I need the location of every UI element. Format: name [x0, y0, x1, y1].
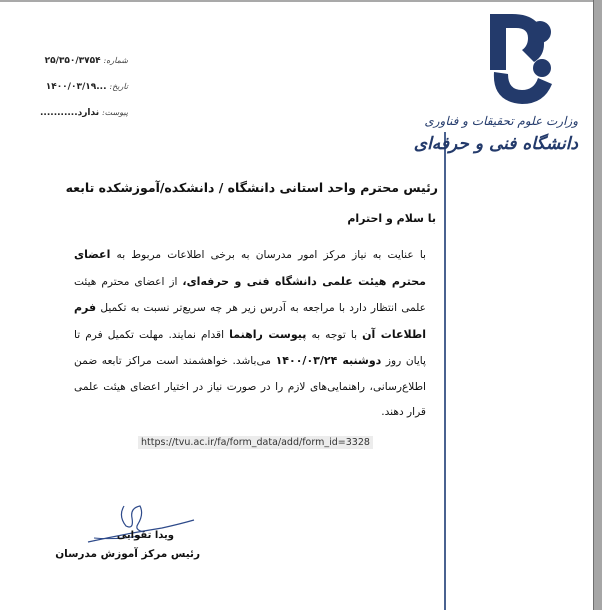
body-bold-text: پیوست راهنما: [229, 327, 307, 341]
university-letterhead: [413, 10, 590, 170]
number-value: ۲۵/۳۵۰/۳۷۵۴: [44, 56, 101, 66]
body-text: از اعضای محترم هیئت علمی انتظار دارد با مراجعه به آدرس زیر هر چه سریع‌تر نسبت به تکمیل: [74, 275, 426, 314]
date-value: ...۱۴۰۰/۰۳/۱۹: [45, 82, 107, 92]
signature-block: [55, 500, 214, 572]
letter-attachment: [18, 100, 128, 126]
letter-meta: [18, 48, 128, 126]
body-text: با توجه به: [311, 328, 358, 341]
body-text: با عنایت به نیاز مرکز امور مدرسان به برخی اطلاعات مربوط به: [116, 249, 426, 261]
university-name: دانشگاه فنی و حرفه‌ای: [413, 134, 578, 154]
form-url-link[interactable]: https://tvu.ac.ir/fa/form_data/add/form_id=3328: [138, 436, 373, 449]
date-label: تاریخ:: [109, 82, 128, 91]
page-top-border: [0, 0, 602, 2]
page-right-edge: [593, 0, 602, 610]
body-bold-text: فرم اطلاعات آن: [74, 301, 426, 341]
letter-body: [74, 242, 426, 426]
number-label: شماره:: [103, 56, 128, 65]
recipient: رئیس محترم واحد استانی دانشگاه / دانشکده/آموزشکده تابعه: [65, 180, 438, 195]
letter-number: [18, 48, 128, 74]
signer-name: ویدا تقوایی: [116, 530, 174, 541]
letter-date: [18, 74, 128, 100]
attachment-value: ندارد...........: [40, 108, 100, 118]
letterhead-divider: [444, 132, 446, 610]
body-text: می‌باشد. خواهشمند است مراکز تابعه ضمن اطلاع‌رسانی، راهنمایی‌های لازم را در صورت نیاز در اختیار اعضای هیئت علمی قرار دهند.: [74, 355, 426, 418]
university-logo-icon: [482, 10, 562, 110]
ministry-name: وزارت علوم تحقیقات و فناوری: [424, 114, 578, 128]
body-text: اقدام نمایند. مهلت تکمیل فرم تا پایان روز: [74, 328, 426, 367]
greeting: با سلام و احترام: [347, 212, 436, 225]
attachment-label: پیوست:: [101, 108, 128, 117]
body-bold-text: اعضای محترم هیئت علمی دانشگاه فنی و حرفه‌ای،: [74, 248, 426, 288]
handwritten-signature-icon: [84, 500, 214, 550]
body-bold-text: دوشنبه ۱۴۰۰/۰۳/۲۴: [275, 354, 382, 367]
signer-title: رئیس مرکز آموزش مدرسان: [55, 548, 200, 560]
